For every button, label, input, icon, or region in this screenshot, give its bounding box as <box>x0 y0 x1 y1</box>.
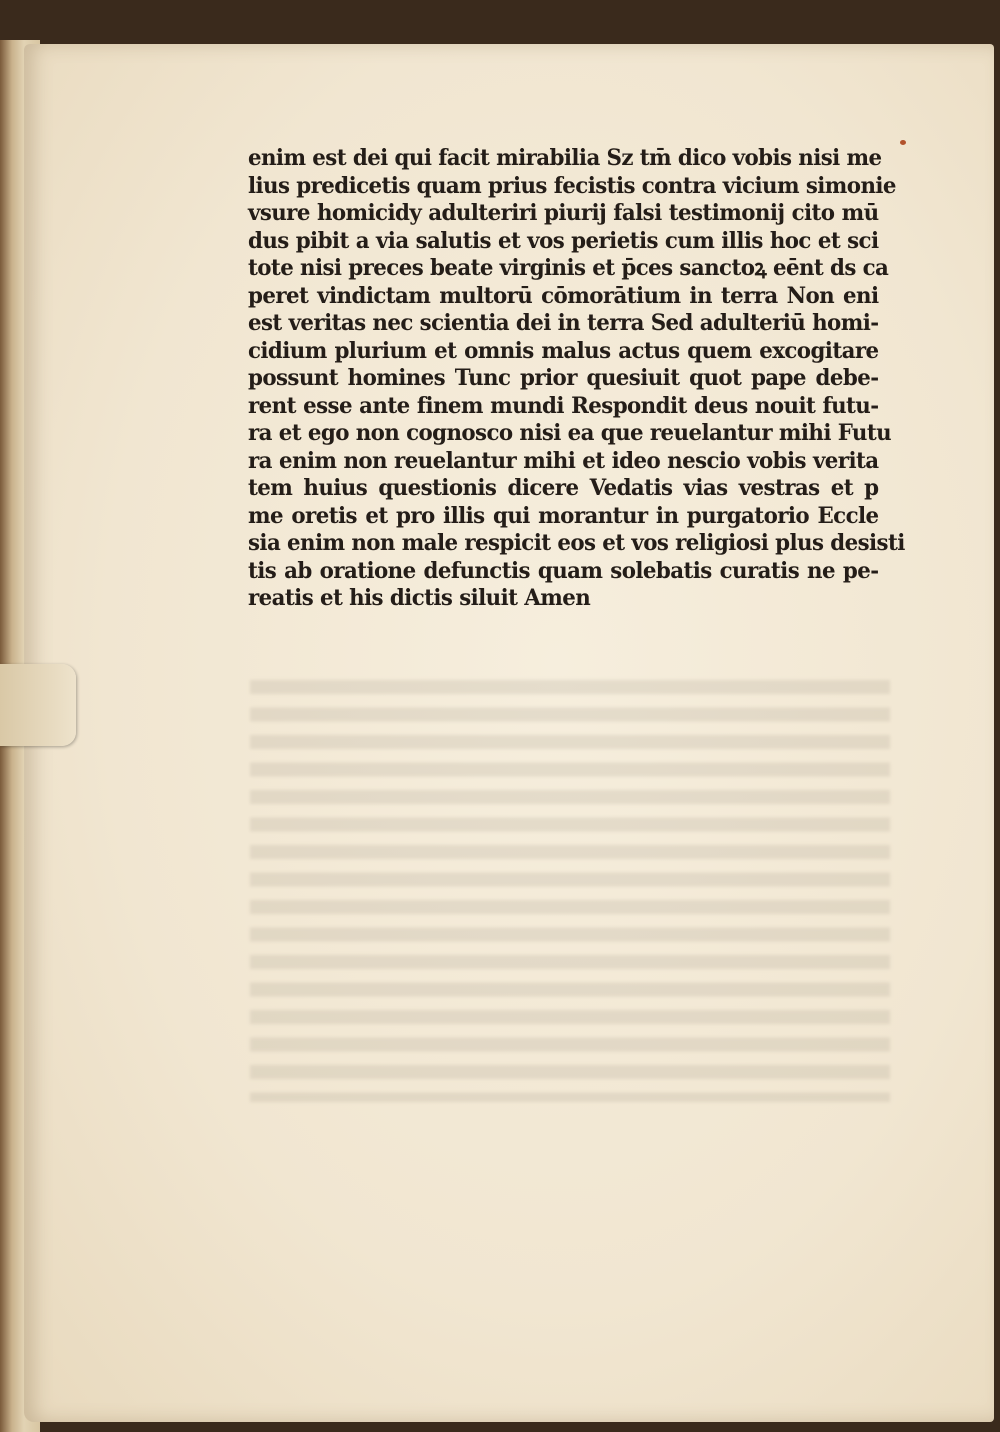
printed-text-block <box>248 145 905 613</box>
text-line: enim est dei qui facit mirabilia Sz tm̄ dico vobis nisi me <box>248 145 882 171</box>
text-line: tem huius questionis dicere Vedatis vias vestras et p <box>248 475 879 501</box>
text-line: lius predicetis quam prius fecistis contra vicium simonie <box>248 172 896 199</box>
text-line: sia enim non male respicit eos et vos religiosi plus desisti <box>248 530 905 556</box>
text-line: ra enim non reuelantur mihi et ideo nescio vobis verita <box>248 447 879 474</box>
text-line: tis ab oratione defunctis quam solebatis curatis ne pe- <box>248 557 879 584</box>
ink-spot <box>900 140 906 145</box>
text-line: vsure homicidy adulteriri piurij falsi testimonij cito mū <box>248 200 879 226</box>
text-line: tote nisi preces beate virginis et p̄ces sanctoꝝ eēnt ds ca <box>248 255 889 281</box>
text-line: dus pibit a via salutis et vos perietis cum illis hoc et sci <box>248 227 879 254</box>
text-line: me oretis et pro illis qui morantur in purgatorio Eccle <box>248 502 879 529</box>
bookmark-tab <box>0 664 76 746</box>
bleed-through-text <box>250 672 890 1102</box>
text-line: peret vindictam multorū cōmorātium in terra Non eni <box>248 282 879 309</box>
text-line: est veritas nec scientia dei in terra Sed adulteriū homi- <box>248 310 879 336</box>
text-line: cidium plurium et omnis malus actus quem excogitare <box>248 337 879 364</box>
text-line: rent esse ante finem mundi Respondit deus nouit futu- <box>248 392 879 419</box>
text-line: ra et ego non cognosco nisi ea que reuelantur mihi Futu <box>248 420 892 446</box>
text-line: possunt homines Tunc prior quesiuit quot pape debe- <box>248 365 879 391</box>
text-line: reatis et his dictis siluit Amen <box>248 585 591 611</box>
